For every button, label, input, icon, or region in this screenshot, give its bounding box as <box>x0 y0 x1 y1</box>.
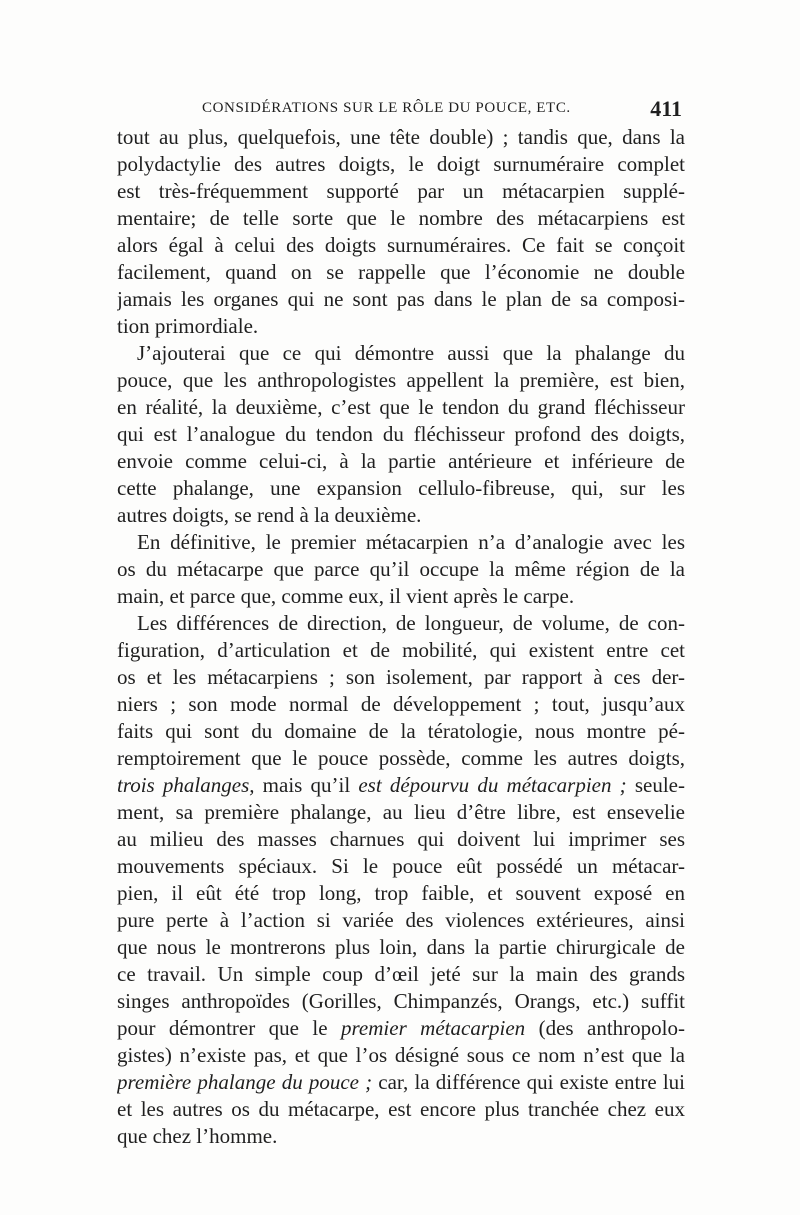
text-line: remptoirement que le pouce possède, comme les autres doigts, <box>117 746 685 770</box>
text-line: ment, sa première phalange, au lieu d’être libre, est ensevelie <box>117 800 685 824</box>
text-line: gistes) n’existe pas, et que l’os désigné sous ce nom n’est que la <box>117 1043 685 1067</box>
roman-run: seule- <box>626 773 685 797</box>
text-line: niers ; son mode normal de développement ; tout, jusqu’aux <box>117 692 685 716</box>
text-line: faits qui sont du domaine de la tératologie, nous montre pé- <box>117 719 685 743</box>
text-line: autres doigts, se rend à la deuxième. <box>117 503 422 527</box>
text-line: mouvements spéciaux. Si le pouce eût possédé un métacar- <box>117 854 685 878</box>
page-header <box>118 96 684 126</box>
text-line: os du métacarpe que parce qu’il occupe la même région de la <box>117 557 685 581</box>
running-head: CONSIDÉRATIONS SUR LE RÔLE DU POUCE, ETC. <box>202 100 571 116</box>
text-line: au milieu des masses charnues qui doivent lui imprimer ses <box>117 827 685 851</box>
body-text <box>117 124 685 1150</box>
text-line: qui est l’analogue du tendon du fléchisseur profond des doigts, <box>117 422 685 446</box>
text-line: main, et parce que, comme eux, il vient après le carpe. <box>117 584 575 608</box>
italic-run: première phalange du pouce ; <box>117 1070 373 1094</box>
text-line: cette phalange, une expansion cellulo-fibreuse, qui, sur les <box>117 476 685 500</box>
text-line: mentaire; de telle sorte que le nombre des métacarpiens est <box>117 206 685 230</box>
text-line: Les différences de direction, de longueur, de volume, de con- <box>137 611 685 635</box>
text-line: tout au plus, quelquefois, une tête double) ; tandis que, dans la <box>117 125 685 149</box>
text-line: que nous le montrerons plus loin, dans la partie chirurgicale de <box>117 935 685 959</box>
text-line: que chez l’homme. <box>117 1124 278 1148</box>
text-line: figuration, d’articulation et de mobilité, qui existent entre cet <box>117 638 685 662</box>
roman-run: (des anthropolo- <box>525 1016 685 1040</box>
text-line: singes anthropoïdes (Gorilles, Chimpanzés, Orangs, etc.) suffit <box>117 989 685 1013</box>
text-line: os et les métacarpiens ; son isolement, par rapport à ces der- <box>117 665 685 689</box>
text-line: J’ajouterai que ce qui démontre aussi que la phalange du <box>137 341 685 365</box>
text-line: tion primordiale. <box>117 314 259 338</box>
text-line: pouce, que les anthropologistes appellent la première, est bien, <box>117 368 685 392</box>
text-line: En définitive, le premier métacarpien n’a d’analogie avec les <box>137 530 685 554</box>
text-line: alors égal à celui des doigts surnuméraires. Ce fait se conçoit <box>117 233 685 257</box>
roman-run: mais qu’il <box>254 773 359 797</box>
roman-run: car, la différence qui existe entre lui <box>372 1070 685 1094</box>
text-line: polydactylie des autres doigts, le doigt surnuméraire complet <box>117 152 685 176</box>
roman-run: pour démontrer que le <box>117 1016 342 1040</box>
text-line: pien, il eût été trop long, trop faible, et souvent exposé en <box>117 881 685 905</box>
text-line: pure perte à l’action si variée des violences extérieures, ainsi <box>117 908 685 932</box>
text-line: est très-fréquemment supporté par un métacarpien supplé- <box>117 179 685 203</box>
page-number: 411 <box>650 96 682 121</box>
text-line-mixed <box>117 1069 685 1096</box>
italic-run: premier métacarpien <box>341 1016 526 1040</box>
italic-run: est dépourvu du métacarpien ; <box>358 773 627 797</box>
text-line: et les autres os du métacarpe, est encore plus tranchée chez eux <box>117 1097 685 1121</box>
text-line: jamais les organes qui ne sont pas dans le plan de sa composi- <box>117 287 685 311</box>
text-line: en réalité, la deuxième, c’est que le tendon du grand fléchisseur <box>117 395 685 419</box>
text-line-mixed <box>117 1015 685 1042</box>
text-line: ce travail. Un simple coup d’œil jeté sur la main des grands <box>117 962 685 986</box>
text-line: envoie comme celui-ci, à la partie antérieure et inférieure de <box>117 449 685 473</box>
text-line: facilement, quand on se rappelle que l’économie ne double <box>117 260 685 284</box>
text-line-mixed <box>117 772 685 799</box>
italic-run: trois phalanges, <box>117 773 255 797</box>
